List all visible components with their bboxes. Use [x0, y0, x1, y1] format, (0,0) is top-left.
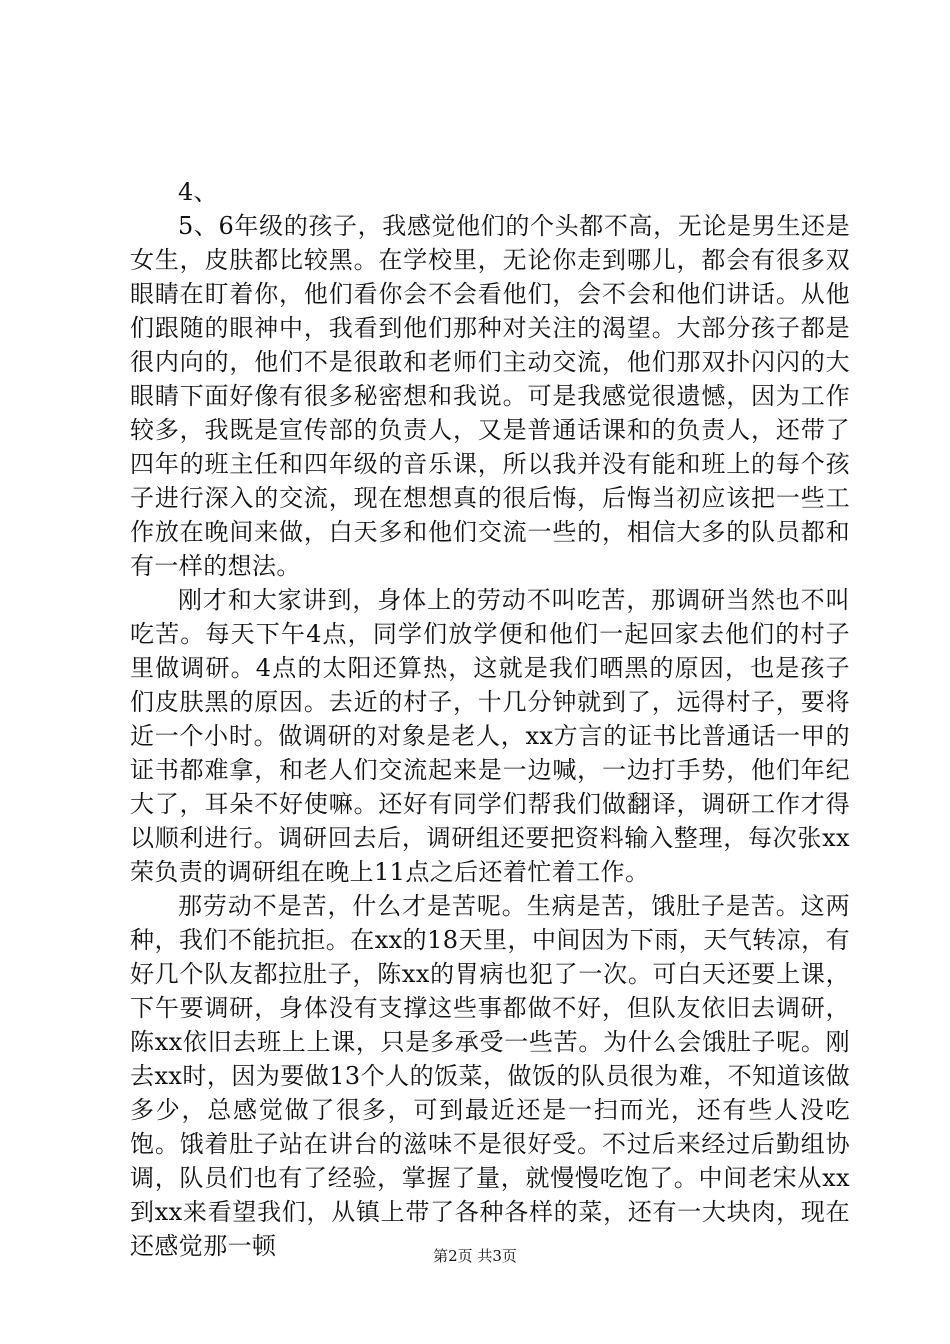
page-footer: 第2页 共3页: [433, 1247, 517, 1265]
paragraph: 刚才和大家讲到，身体上的劳动不叫吃苦，那调研当然也不叫吃苦。每天下午4点，同学们放学便和他们一起回家去他们的村子里做调研。4点的太阳还算热，这就是我们晒黑的原因，也是孩子们皮肤黑的原因。去近的村子，十几分钟就到了，远得村子，要将近一个小时。做调研的对象是老人，xx方言的证书比普通话一甲的证书都难拿，和老人们交流起来是一边喊，一边打手势，他们年纪大了，耳朵不好使嘛。还好有同学们帮我们做翻译，调研工作才得以顺利进行。调研回去后，调研组还要把资料输入整理，每次张xx荣负责的调研组在晚上11点之后还着忙着工作。: [130, 586, 850, 886]
paragraph: 5、6年级的孩子，我感觉他们的个头都不高，无论是男生还是女生，皮肤都比较黑。在学校里，无论你走到哪儿，都会有很多双眼睛在盯着你，他们看你会不会看他们，会不会和他们讲话。从他们跟随的眼神中，我看到他们那种对关注的渴望。大部分孩子都是很内向的，他们不是很敢和老师们主动交流，他们那双扑闪闪的大眼睛下面好像有很多秘密想和我说。可是我感觉很遗憾，因为工作较多，我既是宣传部的负责人，又是普通话课和的负责人，还带了四年的班主任和四年级的音乐课，所以我并没有能和班上的每个孩子进行深入的交流，现在想想真的很后悔，后悔当初应该把一些工作放在晚间来做，白天多和他们交流一些的，相信大多的队员都和有一样的想法。: [130, 212, 850, 580]
paragraph: 那劳动不是苦，什么才是苦呢。生病是苦，饿肚子是苦。这两种，我们不能抗拒。在xx的18天里，中间因为下雨，天气转凉，有好几个队友都拉肚子，陈xx的胃病也犯了一次。可白天还要上课，下午要调研，身体没有支撑这些事都做不好，但队友依旧去调研，陈xx依旧去班上上课，只是多承受一些苦。为什么会饿肚子呢。刚去xx时，因为要做13个人的饭菜，做饭的队员很为难，不知道该做多少，总感觉做了很多，可到最近还是一扫而光，还有些人没吃饱。饿着肚子站在讲台的滋味不是很好受。不过后来经过后勤组协调，队员们也有了经验，掌握了量，就慢慢吃饱了。中间老宋从xx到xx来看望我们，从镇上带了各种各样的菜，还有一大块肉，现在还感觉那一顿: [130, 892, 850, 1260]
document-body: [130, 175, 850, 1263]
paragraph: 4、: [178, 178, 219, 206]
